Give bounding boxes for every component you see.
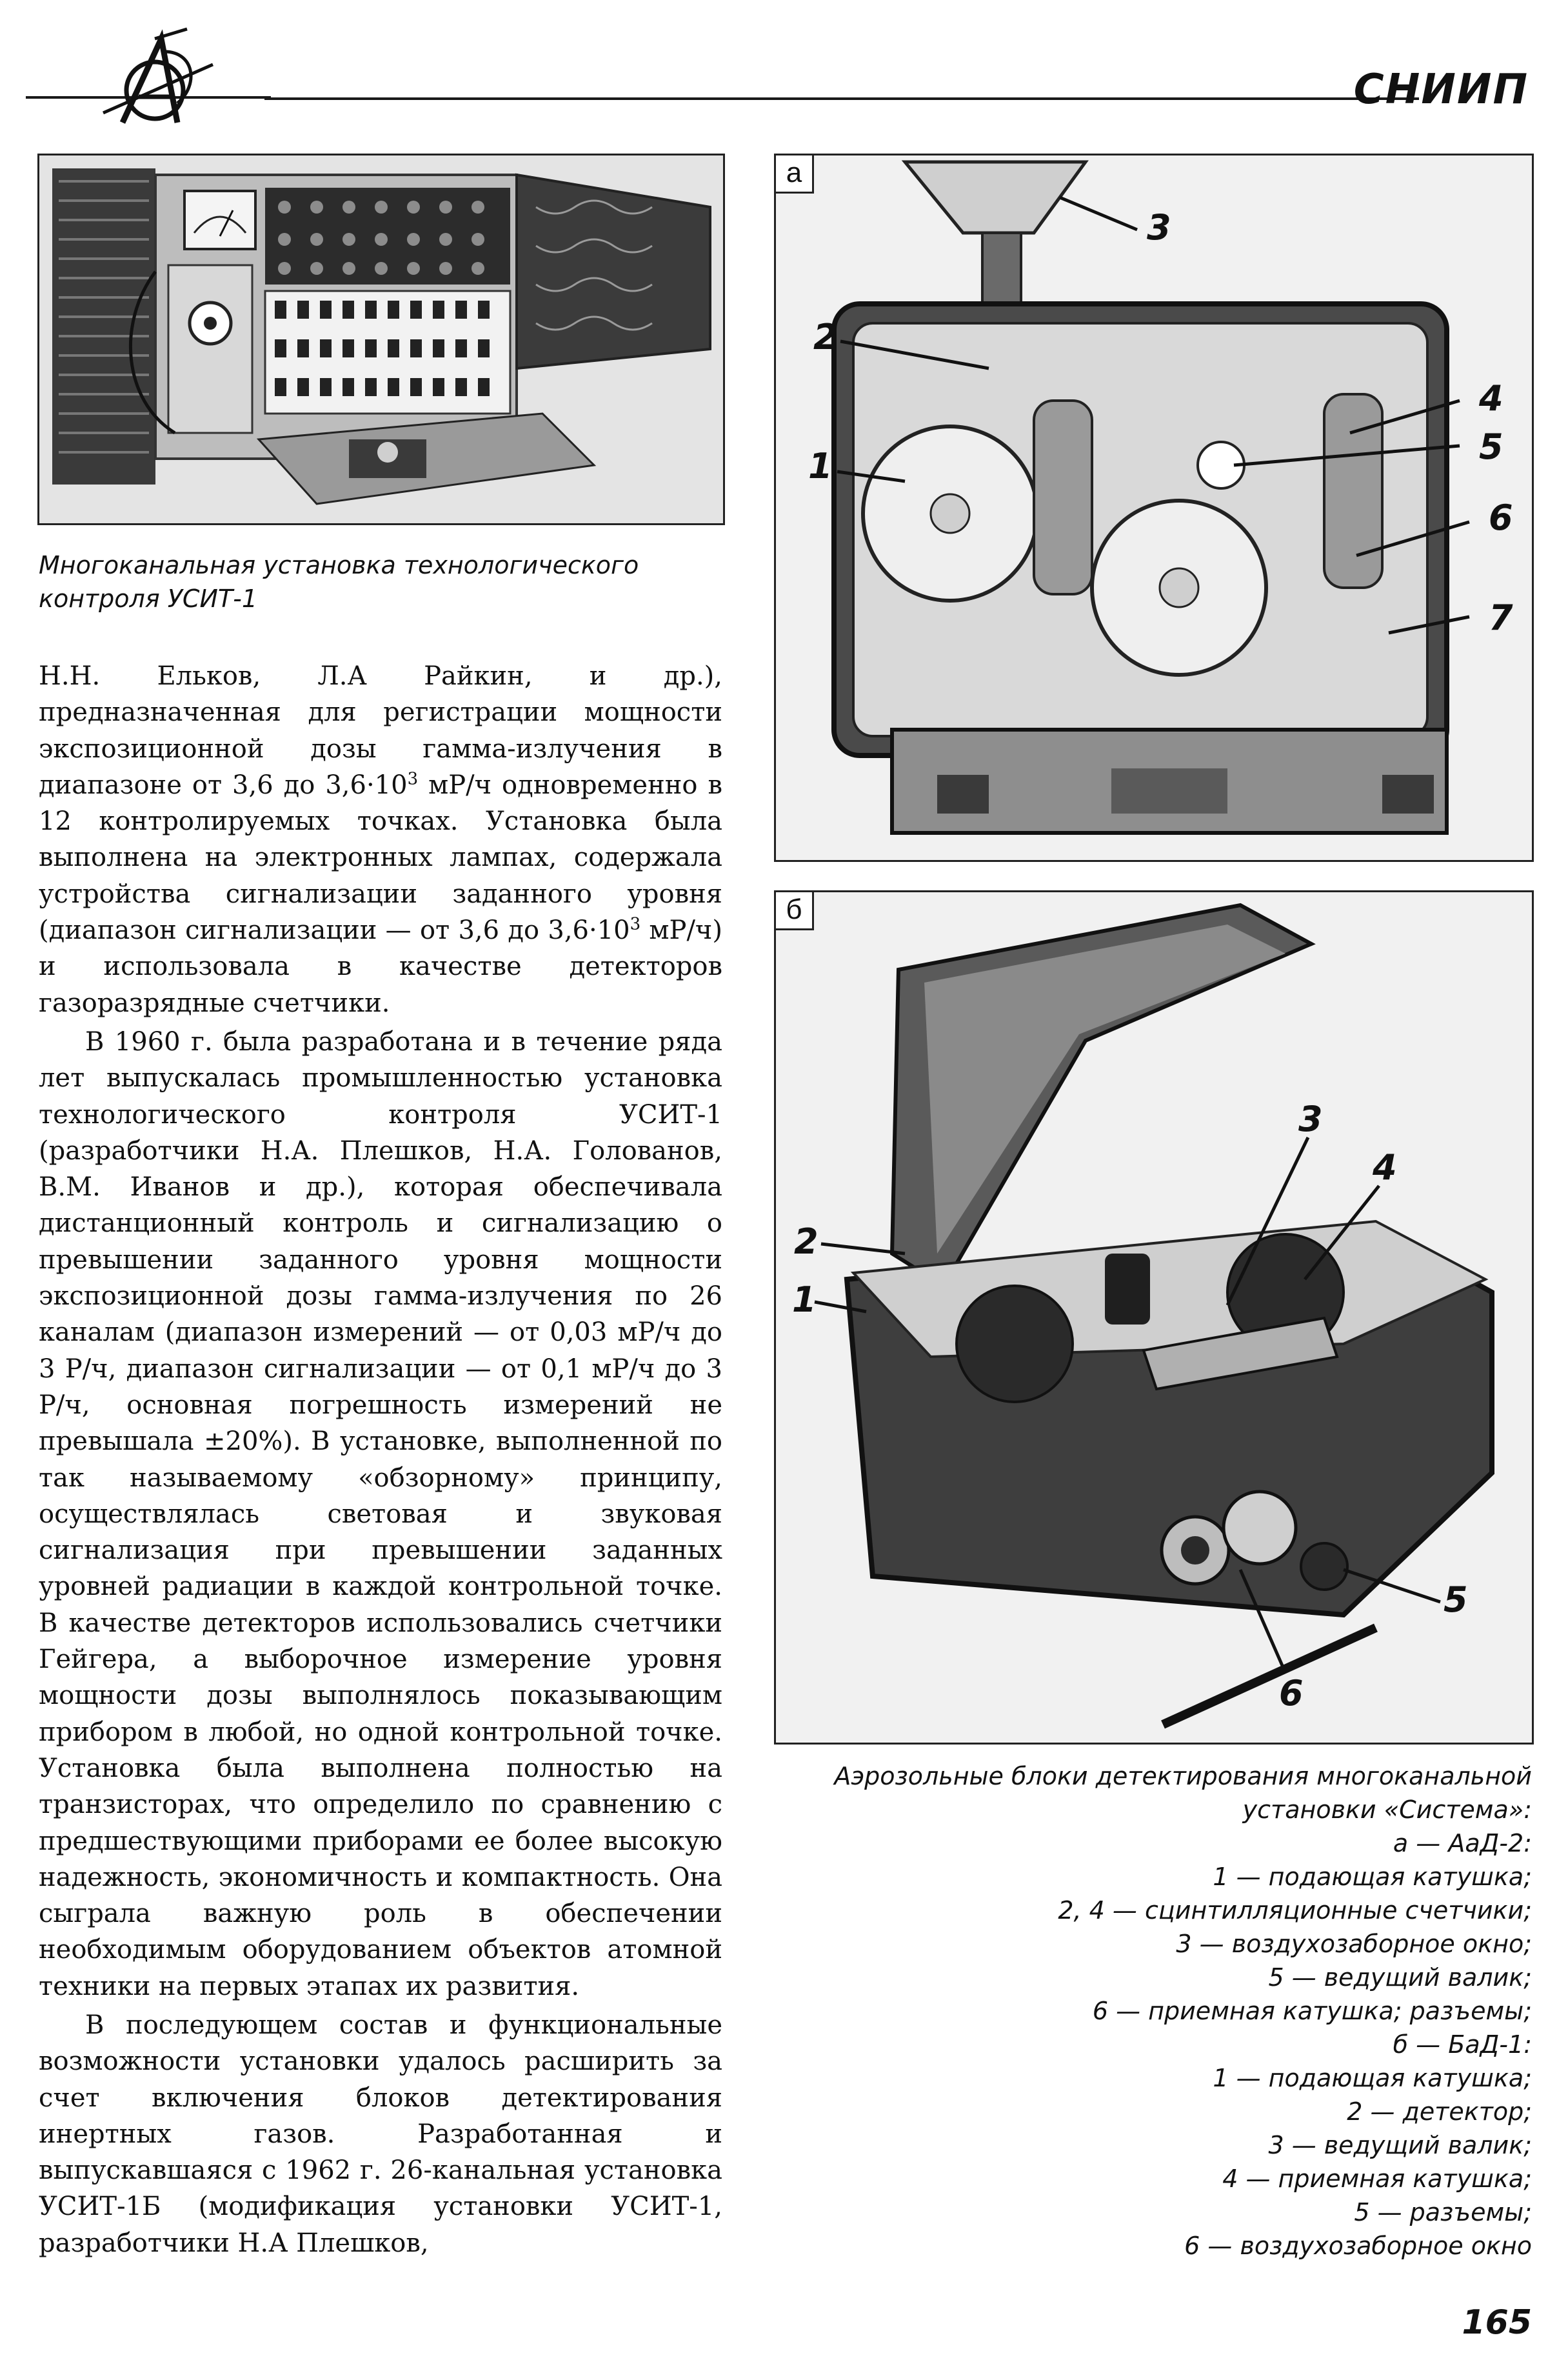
header-rule — [264, 97, 1419, 100]
callout-a-4: 4 — [1479, 378, 1503, 419]
caption-line: 6 — воздухозаборное окно — [1184, 2232, 1532, 2260]
caption-line: Аэрозольные блоки детектирования многоканальной — [834, 1762, 1532, 1790]
caption-line: а — АаД-2: — [1393, 1829, 1532, 1857]
callout-b-3: 3 — [1298, 1099, 1323, 1139]
photo-usit1 — [37, 154, 725, 525]
paragraph-3: В последующем состав и функциональные возможности установки удалось расширить за счет включения блоков детектирования инертных газов. Разработанная и выпускавшаяся с 1962 г. 26-канальная установка УСИТ-1Б (модификация установки УСИТ-1, разработчики Н.А Плешков, — [39, 2010, 722, 2258]
sniip-logo — [26, 26, 271, 129]
figure-caption-usit1: Многоканальная установка технологического контроля УСИТ-1 — [39, 551, 639, 613]
header-title: СНИИП — [1353, 66, 1529, 114]
caption-line: 5 — разъемы; — [1354, 2198, 1532, 2226]
callout-b-5: 5 — [1444, 1579, 1468, 1620]
paragraph-1-mid: мР/ч одновременно в 12 контролируемых точках. Установка была выполнена на электронных лампах, содержала устройства сигнализации заданного уровня (диапазон сигнализации — от 3,6 до 3,6·10 — [39, 770, 722, 946]
callout-b-6: 6 — [1279, 1673, 1304, 1714]
paragraph-1 — [39, 658, 722, 1021]
superscript: 3 — [630, 914, 641, 934]
caption-line: б — БаД-1: — [1393, 2030, 1532, 2059]
callout-a-2: 2 — [813, 317, 838, 357]
callout-b-1: 1 — [792, 1279, 817, 1320]
callout-a-6: 6 — [1489, 497, 1513, 538]
panel-label-a: а — [776, 155, 814, 194]
page-number: 165 — [1462, 2303, 1532, 2342]
callout-a-7: 7 — [1489, 597, 1513, 638]
figure-caption-aerosol — [793, 1759, 1532, 2263]
paragraph-2: В 1960 г. была разработана и в течение ряда лет выпускалась промышленностью установка технологического контроля УСИТ-1 (разработчики Н.А. Плешков, Н.А. Голованов, В.М. Иванов и др.), которая обеспечивала дистанционный контроль и сигнализацию о превышении заданного уровня мощности экспозиционной дозы гамма-излучения по 26 каналам (диапазон измерений — от 0,03 мР/ч до 3 Р/ч, диапазон сигнализации — от 0,1 мР/ч до 3 Р/ч, основная погрешность измерений не превышала ±20%). В установке, выполненной по так называемому «обзорному» принципу, осуществлялась световая и звуковая сигнализация при превышении заданных уровней радиации в каждой контрольной точке. В качестве детекторов использовались счетчики Гейгера, а выборочное измерение уровня мощности дозы выполнялось показывающим прибором в любой, но одной контрольной точке. Установка была выполнена полностью на транзисторах, что определило по сравнению с предшествующими приборами ее более высокую надежность, экономичность и компактность. Она сыграла важную роль в обеспечении необходимым оборудованием объектов атомной техники на первых этапах их развития. — [39, 1026, 722, 2001]
callout-b-2: 2 — [794, 1221, 819, 1262]
caption-line: 1 — подающая катушка; — [1213, 2064, 1532, 2092]
callout-b-4: 4 — [1373, 1147, 1397, 1188]
caption-line: 1 — подающая катушка; — [1213, 1863, 1532, 1891]
callout-a-1: 1 — [808, 446, 833, 486]
caption-line: 2 — детектор; — [1347, 2097, 1532, 2126]
caption-line: 5 — ведущий валик; — [1268, 1963, 1532, 1992]
caption-line: 3 — ведущий валик; — [1268, 2131, 1532, 2159]
logo-emblem-icon — [26, 26, 271, 129]
body-text — [39, 658, 722, 2261]
callout-a-5: 5 — [1479, 426, 1503, 467]
paragraph-1-start: Н.Н. Ельков, Л.А Райкин, и др.), предназначенная для регистрации мощности экспозиционной дозы гамма-излучения в диапазоне от 3,6 до 3,6·10 — [39, 661, 722, 800]
panel-label-b: б — [776, 892, 814, 930]
photo-panel-a — [774, 154, 1534, 862]
callout-a-3: 3 — [1147, 207, 1171, 248]
caption-line: установки «Система»: — [1242, 1795, 1532, 1824]
paragraph-1-end: мР/ч) и использовала в качестве детекторов газоразрядные счетчики. — [39, 915, 722, 1018]
caption-line: 6 — приемная катушка; разъемы; — [1092, 1997, 1532, 2025]
photo-panel-b — [774, 890, 1534, 1745]
page-header — [26, 26, 1529, 129]
caption-line: 2, 4 — сцинтилляционные счетчики; — [1058, 1896, 1532, 1925]
superscript: 3 — [407, 769, 419, 789]
caption-line: 4 — приемная катушка; — [1222, 2165, 1532, 2193]
caption-line: 3 — воздухозаборное окно; — [1176, 1930, 1532, 1958]
